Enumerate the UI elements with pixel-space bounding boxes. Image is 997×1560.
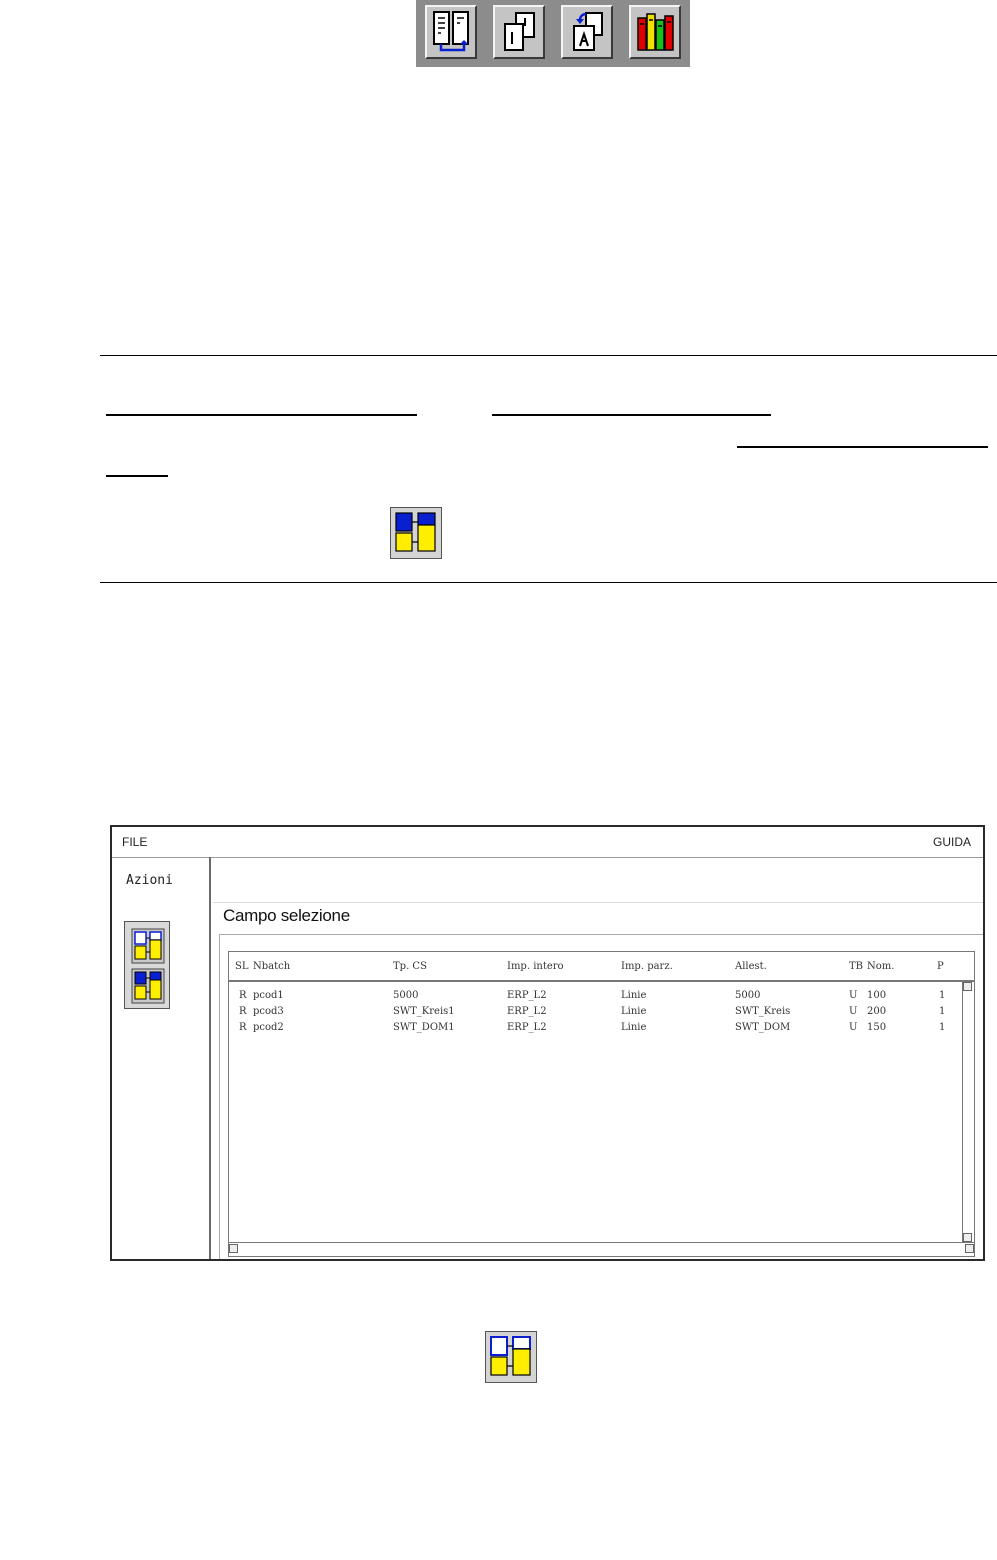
- cell-p: 1: [939, 1006, 946, 1017]
- section-rule-top: [100, 355, 997, 356]
- cell-allest: SWT_DOM: [735, 1022, 791, 1033]
- column-header-imp-intero[interactable]: Imp. intero: [507, 961, 564, 972]
- cell-nom: 100: [867, 990, 887, 1001]
- selection-frame: [219, 934, 983, 1259]
- scroll-down-arrow[interactable]: [963, 1233, 972, 1242]
- menu-bar: [112, 827, 983, 858]
- app-window: [110, 825, 985, 1261]
- cell-tb: U: [849, 1022, 858, 1033]
- section-rule-bottom: [100, 582, 997, 583]
- copy-pages-button[interactable]: [493, 5, 545, 59]
- split-view-outline-icon[interactable]: [131, 928, 165, 964]
- list-transfer-button[interactable]: [425, 5, 477, 59]
- scroll-left-arrow[interactable]: [229, 1244, 238, 1253]
- horizontal-scrollbar[interactable]: [229, 1242, 974, 1256]
- vertical-scrollbar[interactable]: [962, 982, 974, 1242]
- cell-nom: 150: [867, 1022, 887, 1033]
- cell-nbatch: pcod2: [253, 1022, 284, 1033]
- cell-tp-cs: SWT_Kreis1: [393, 1006, 455, 1017]
- column-header-nbatch[interactable]: Nbatch: [253, 961, 291, 972]
- cell-sl: R: [239, 990, 247, 1001]
- split-view-filled-icon[interactable]: [131, 968, 165, 1004]
- menu-help[interactable]: GUIDA: [932, 835, 971, 849]
- scroll-right-arrow[interactable]: [965, 1244, 974, 1253]
- cell-tb: U: [849, 1006, 858, 1017]
- panel-header-band: [213, 858, 983, 903]
- main-panel: [213, 858, 983, 1259]
- scroll-up-arrow[interactable]: [963, 982, 972, 991]
- cell-imp-parz: Linie: [621, 990, 647, 1001]
- cell-tp-cs: SWT_DOM1: [393, 1022, 455, 1033]
- cell-nbatch: pcod3: [253, 1006, 284, 1017]
- split-view-icon: [488, 1334, 534, 1380]
- cell-imp-intero: ERP_L2: [507, 1022, 547, 1033]
- split-view-button[interactable]: [390, 507, 442, 559]
- replace-document-icon: [566, 10, 610, 54]
- cell-imp-intero: ERP_L2: [507, 990, 547, 1001]
- toolbar: [416, 0, 690, 67]
- underline-rule: [737, 446, 988, 448]
- books-library-icon: [634, 10, 678, 54]
- menu-file[interactable]: FILE: [122, 835, 148, 849]
- cell-nbatch: pcod1: [253, 990, 284, 1001]
- table-body: [229, 982, 962, 1242]
- column-header-allest[interactable]: Allest.: [735, 961, 767, 972]
- selection-table: [228, 951, 975, 1257]
- table-header: [229, 952, 974, 982]
- actions-sidebar: [112, 857, 211, 1259]
- table-row[interactable]: [229, 990, 962, 1006]
- cell-imp-parz: Linie: [621, 1022, 647, 1033]
- cell-nom: 200: [867, 1006, 887, 1017]
- split-view-button[interactable]: [485, 1331, 537, 1383]
- column-header-tp-cs[interactable]: Tp. CS: [393, 961, 427, 972]
- panel-title: Campo selezione: [223, 906, 350, 925]
- table-row[interactable]: [229, 1006, 962, 1022]
- column-header-imp-parz[interactable]: Imp. parz.: [621, 961, 673, 972]
- actions-toolbox: [124, 921, 170, 1009]
- cell-allest: SWT_Kreis: [735, 1006, 791, 1017]
- cell-allest: 5000: [735, 990, 761, 1001]
- cell-p: 1: [939, 1022, 946, 1033]
- cell-p: 1: [939, 990, 946, 1001]
- underline-rule: [106, 414, 417, 416]
- cell-imp-parz: Linie: [621, 1006, 647, 1017]
- copy-pages-icon: [498, 10, 542, 54]
- cell-sl: R: [239, 1022, 247, 1033]
- list-transfer-icon: [430, 10, 474, 54]
- underline-rule: [492, 414, 771, 416]
- underline-rule: [106, 475, 168, 477]
- split-view-icon: [393, 510, 439, 556]
- column-header-nom[interactable]: Nom.: [867, 961, 895, 972]
- cell-sl: R: [239, 1006, 247, 1017]
- sidebar-title: Azioni: [126, 873, 173, 888]
- cell-tp-cs: 5000: [393, 990, 419, 1001]
- books-library-button[interactable]: [629, 5, 681, 59]
- column-header-sl[interactable]: SL: [235, 961, 249, 972]
- table-row[interactable]: [229, 1022, 962, 1038]
- cell-imp-intero: ERP_L2: [507, 1006, 547, 1017]
- replace-document-button[interactable]: [561, 5, 613, 59]
- column-header-p[interactable]: P: [937, 961, 944, 972]
- column-header-tb[interactable]: TB: [849, 961, 864, 972]
- cell-tb: U: [849, 990, 858, 1001]
